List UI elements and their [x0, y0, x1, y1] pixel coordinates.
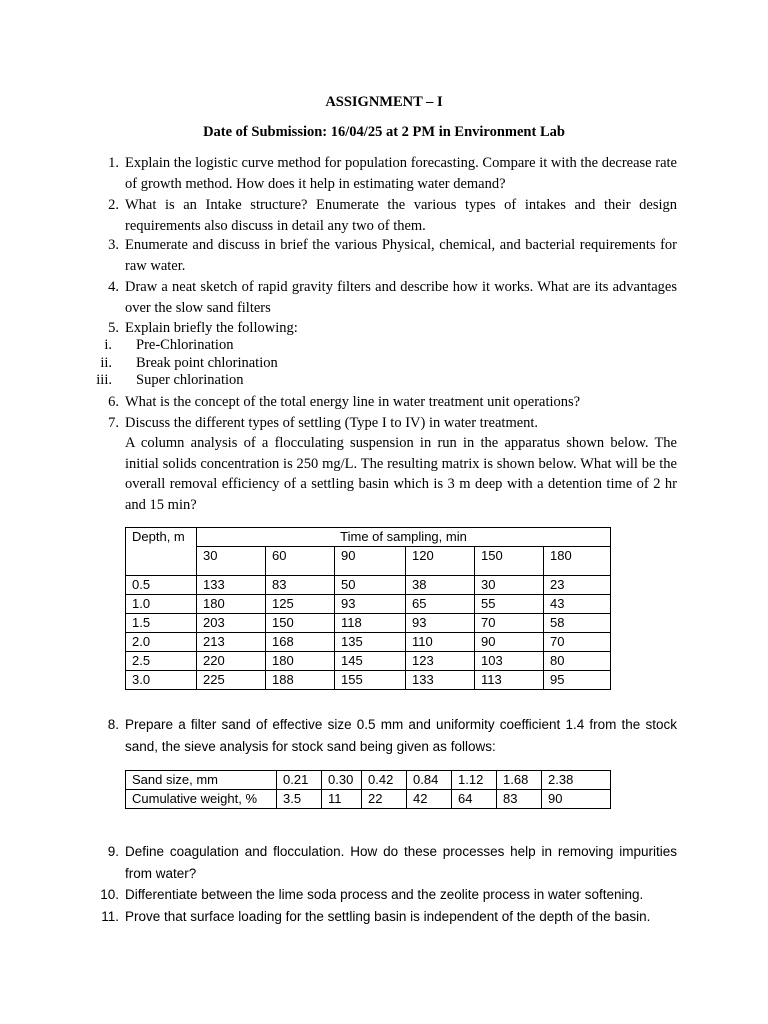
- subitem-iii: [80, 372, 244, 390]
- depth-cell: 2.0: [126, 633, 197, 652]
- question-5: [95, 318, 677, 339]
- size-cell: 2.38: [542, 771, 611, 790]
- value-cell: 180: [197, 595, 266, 614]
- document-title: ASSIGNMENT – I: [325, 94, 443, 110]
- question-number: 10.: [100, 887, 119, 902]
- question-text: Explain the logistic curve method for population forecasting. Compare it with the decrease rate of growth method. How does it help in estimating water demand?: [125, 155, 677, 192]
- question-text: Differentiate between the lime soda process and the zeolite process in water softening.: [125, 887, 644, 902]
- question-3: [95, 235, 677, 276]
- table-row: [126, 576, 611, 595]
- size-cell: 1.12: [452, 771, 497, 790]
- question-7-problem: A column analysis of a flocculating suspension in run in the apparatus shown below. The initial solids concentration is 250 mg/L. The resulting matrix is shown below. What will be the overall removal efficiency of a settling basin which is 3 m deep with a detention time of 2 hr and 15 min?: [125, 435, 677, 513]
- question-number: 11.: [101, 909, 119, 924]
- question-number: 6.: [108, 394, 119, 410]
- value-cell: 83: [266, 576, 335, 595]
- question-7: [95, 413, 677, 434]
- value-cell: 213: [197, 633, 266, 652]
- value-cell: 168: [266, 633, 335, 652]
- time-header: 90: [335, 547, 406, 576]
- table-row: [126, 790, 611, 809]
- depth-cell: 0.5: [126, 576, 197, 595]
- sieve-analysis-table: [125, 770, 611, 809]
- value-cell: 65: [406, 595, 475, 614]
- time-header: 120: [406, 547, 475, 576]
- subitem-i: [80, 337, 234, 355]
- value-cell: 203: [197, 614, 266, 633]
- weight-cell: 42: [407, 790, 452, 809]
- question-number: 1.: [108, 155, 119, 171]
- question-text: What is the concept of the total energy line in water treatment unit operations?: [125, 394, 581, 410]
- question-text: Enumerate and discuss in brief the various Physical, chemical, and bacterial requirements for raw water.: [125, 237, 677, 274]
- subitem-ii: [80, 355, 278, 373]
- size-cell: 1.68: [497, 771, 542, 790]
- value-cell: 50: [335, 576, 406, 595]
- value-cell: 55: [475, 595, 544, 614]
- size-cell: 0.21: [277, 771, 322, 790]
- value-cell: 103: [475, 652, 544, 671]
- weight-cell: 3.5: [277, 790, 322, 809]
- value-cell: 125: [266, 595, 335, 614]
- question-text: Draw a neat sketch of rapid gravity filters and describe how it works. What are its advantages over the slow sand filters: [125, 279, 677, 316]
- size-cell: 0.42: [362, 771, 407, 790]
- submission-date: Date of Submission: 16/04/25 at 2 PM in Environment Lab: [203, 124, 565, 140]
- table-row: [126, 633, 611, 652]
- question-11: [95, 906, 677, 928]
- value-cell: 30: [475, 576, 544, 595]
- question-number: 7.: [108, 415, 119, 431]
- table-row: [126, 652, 611, 671]
- value-cell: 70: [475, 614, 544, 633]
- weight-cell: 11: [322, 790, 362, 809]
- value-cell: 38: [406, 576, 475, 595]
- value-cell: 95: [544, 671, 611, 690]
- time-header: 180: [544, 547, 611, 576]
- value-cell: 58: [544, 614, 611, 633]
- weight-cell: 22: [362, 790, 407, 809]
- question-number: 8.: [107, 717, 119, 732]
- depth-cell: 2.5: [126, 652, 197, 671]
- value-cell: 93: [406, 614, 475, 633]
- question-text: Prepare a filter sand of effective size 0.5 mm and uniformity coefficient 1.4 from the stock sand, the sieve analysis for stock sand being given as follows:: [125, 717, 677, 754]
- question-1: [95, 153, 677, 194]
- value-cell: 133: [197, 576, 266, 595]
- subitem-number: ii.: [100, 355, 112, 371]
- row-label: Sand size, mm: [126, 771, 277, 790]
- value-cell: 155: [335, 671, 406, 690]
- subitem-number: i.: [104, 337, 112, 353]
- depth-cell: 1.0: [126, 595, 197, 614]
- time-header: 30: [197, 547, 266, 576]
- weight-cell: 83: [497, 790, 542, 809]
- question-9: [95, 841, 677, 884]
- value-cell: 180: [266, 652, 335, 671]
- subitem-text: Break point chlorination: [136, 355, 278, 371]
- question-number: 2.: [108, 197, 119, 213]
- row-label: Cumulative weight, %: [126, 790, 277, 809]
- question-4: [95, 277, 677, 318]
- value-cell: 23: [544, 576, 611, 595]
- subitem-text: Super chlorination: [136, 372, 244, 388]
- question-text: What is an Intake structure? Enumerate the various types of intakes and their design requirements also discuss in detail any two of them.: [125, 197, 677, 234]
- question-number: 9.: [107, 844, 119, 859]
- size-cell: 0.84: [407, 771, 452, 790]
- depth-cell: 3.0: [126, 671, 197, 690]
- depth-cell: 1.5: [126, 614, 197, 633]
- value-cell: 145: [335, 652, 406, 671]
- subitem-text: Pre-Chlorination: [136, 337, 234, 353]
- settling-data-table: [125, 527, 611, 690]
- value-cell: 150: [266, 614, 335, 633]
- question-number: 3.: [108, 237, 119, 253]
- value-cell: 135: [335, 633, 406, 652]
- table-row: [126, 595, 611, 614]
- value-cell: 90: [475, 633, 544, 652]
- value-cell: 110: [406, 633, 475, 652]
- table-row: [126, 771, 611, 790]
- value-cell: 220: [197, 652, 266, 671]
- question-text: Define coagulation and flocculation. How do these processes help in removing impurities from water?: [125, 844, 677, 881]
- question-text: Explain briefly the following:: [125, 320, 298, 336]
- depth-header: Depth, m: [126, 528, 197, 576]
- weight-cell: 64: [452, 790, 497, 809]
- value-cell: 133: [406, 671, 475, 690]
- value-cell: 80: [544, 652, 611, 671]
- value-cell: 225: [197, 671, 266, 690]
- time-group-header: Time of sampling, min: [197, 528, 611, 547]
- question-8: [95, 714, 677, 757]
- value-cell: 113: [475, 671, 544, 690]
- value-cell: 118: [335, 614, 406, 633]
- question-6: [95, 392, 677, 413]
- value-cell: 93: [335, 595, 406, 614]
- subitem-number: iii.: [96, 372, 112, 388]
- time-header: 150: [475, 547, 544, 576]
- question-number: 5.: [108, 320, 119, 336]
- question-10: [95, 884, 677, 906]
- question-number: 4.: [108, 279, 119, 295]
- value-cell: 188: [266, 671, 335, 690]
- time-header: 60: [266, 547, 335, 576]
- value-cell: 70: [544, 633, 611, 652]
- size-cell: 0.30: [322, 771, 362, 790]
- question-text: Prove that surface loading for the settling basin is independent of the depth of the basin.: [125, 909, 651, 924]
- table-row: [126, 614, 611, 633]
- value-cell: 123: [406, 652, 475, 671]
- question-text: Discuss the different types of settling (Type I to IV) in water treatment.: [125, 415, 539, 431]
- question-2: [95, 195, 677, 236]
- table-row: [126, 671, 611, 690]
- value-cell: 43: [544, 595, 611, 614]
- weight-cell: 90: [542, 790, 611, 809]
